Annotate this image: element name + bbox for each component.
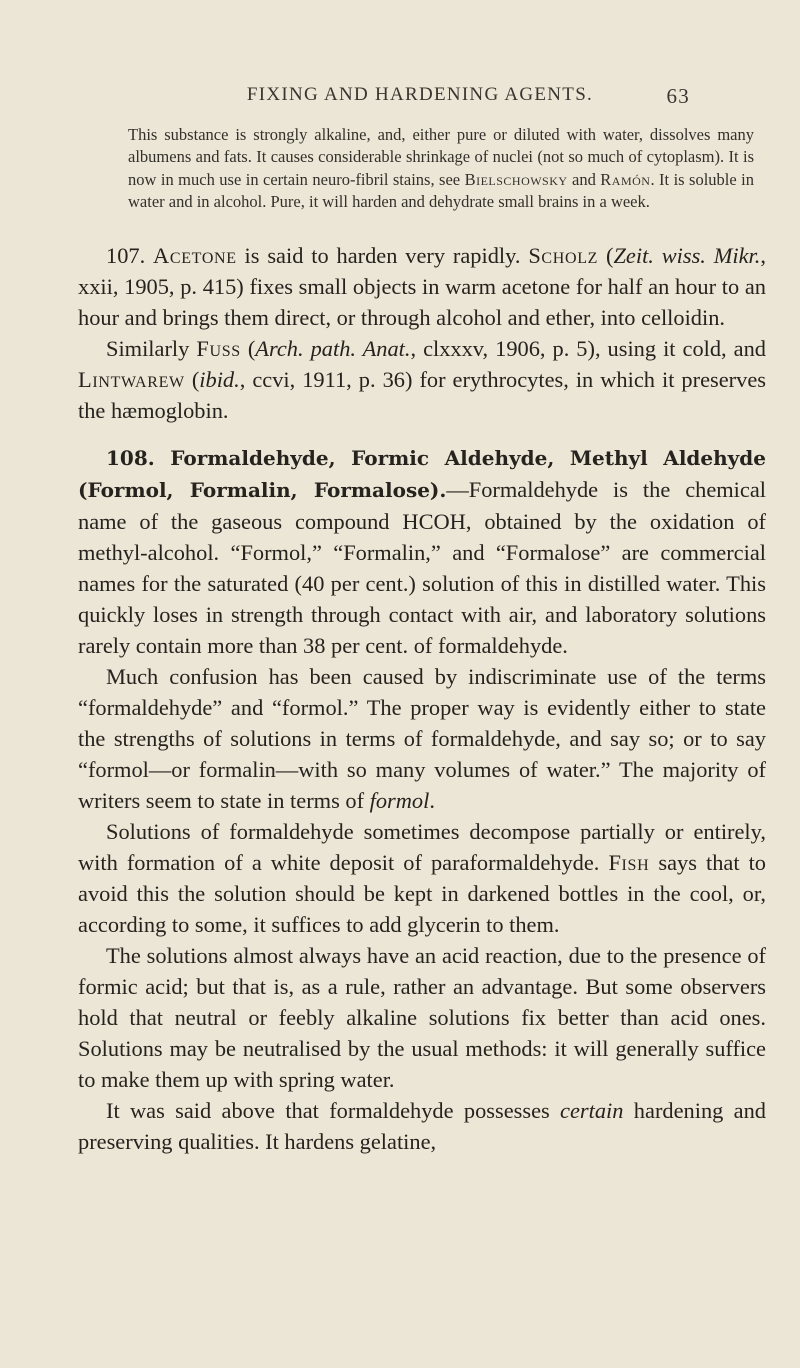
- body-text: (: [598, 243, 614, 268]
- intro-paragraph: [128, 124, 754, 214]
- section-108-paragraph-4: The solutions almost always have an acid reaction, due to the presence of formic acid; but that is, as a rule, rather an advantage. But some observers hold that neutral or feebly alkaline solutions fix better than acid ones. Solutions may be neutralised by the usual methods: it will generally suffice to make them up with spring water.: [78, 943, 766, 1092]
- section-107-paragraph: [78, 240, 766, 333]
- running-title: FIXING AND HARDENING AGENTS.: [246, 84, 594, 105]
- emphasis: formol: [369, 788, 430, 813]
- section-108-paragraph-5: [78, 1095, 766, 1157]
- page-number: 63: [666, 84, 690, 108]
- author-name: Ramón: [600, 169, 651, 189]
- journal-citation: Zeit. wiss. Mikr.: [613, 243, 761, 268]
- author-name: Lintwarew: [78, 367, 185, 392]
- author-name: Scholz: [528, 243, 599, 268]
- main-text: [78, 240, 766, 1157]
- body-text: .: [429, 788, 435, 813]
- intro-text-2: and: [567, 169, 601, 189]
- section-heading: 108. Formaldehyde, Formic Aldehyde, Methyl Aldehyde (Formol, Formalin, Formalose).: [78, 446, 766, 502]
- body-text: —Formaldehyde is the chemical name of the gaseous compound HCOH, obtained by the oxidation of methyl-alcohol. “Formol,” “Formalin,” and “Formalose” are commercial names for the saturated (40 per cent.) solution of this in distilled water. This quickly loses in strength through contact with air, and laboratory solutions rarely contain more than 38 per cent. of formaldehyde.: [78, 477, 767, 658]
- section-108-paragraph: [78, 442, 766, 661]
- author-name: Fish: [608, 850, 650, 875]
- emphasis: certain: [560, 1098, 624, 1123]
- author-name: Fuss: [196, 336, 241, 361]
- journal-citation: ibid.: [199, 367, 240, 392]
- body-text: is said to harden very rapidly.: [236, 243, 529, 268]
- body-text: , xxii, 1905, p. 415) fixes small objects in warm acetone for half an hour to an hour and brings them direct, or through alcohol and ether, into celloidin.: [78, 243, 766, 330]
- section-108-paragraph-3: [78, 816, 766, 940]
- body-text: Much confusion has been caused by indiscriminate use of the terms “formaldehyde” and “formol.” The proper way is evidently either to state the strengths of solutions in terms of formaldehyde, and say so; or to say “formol—or formalin—with so many volumes of water.” The majority of writers seem to state in terms of: [78, 664, 766, 813]
- body-text: (: [240, 336, 256, 361]
- body-text: Similarly: [106, 336, 197, 361]
- intro-text-3: . It is soluble in water and in alcohol. Pure, it will harden and dehydrate small brains in a week.: [128, 169, 754, 212]
- section-107-paragraph-2: [78, 333, 766, 426]
- section-108-paragraph-2: [78, 661, 766, 816]
- body-text: Solutions of formaldehyde sometimes decompose partially or entirely, with formation of a white deposit of paraformaldehyde.: [78, 819, 766, 875]
- body-text: , ccvi, 1911, p. 36) for erythrocytes, in which it preserves the hæmoglobin.: [78, 367, 766, 423]
- intro-paragraph-block: [128, 124, 754, 214]
- body-text: It was said above that formaldehyde possesses: [106, 1098, 561, 1123]
- author-name: Bielschowsky: [464, 169, 568, 189]
- section-heading: Acetone: [153, 243, 237, 268]
- body-text: (: [184, 367, 200, 392]
- body-text: says that to avoid this the solution should be kept in darkened bottles in the cool, or, according to some, it suffices to add glycerin to them.: [78, 850, 766, 937]
- body-text: , clxxxv, 1906, p. 5), using it cold, and: [410, 336, 766, 361]
- section-number: 107.: [106, 243, 146, 268]
- body-text: hardening and preserving qualities. It hardens gelatine,: [78, 1098, 766, 1154]
- journal-citation: Arch. path. Anat.: [255, 336, 411, 361]
- running-head: [150, 84, 690, 110]
- intro-text-1: This substance is strongly alkaline, and, either pure or diluted with water, dissolves many albumens and fats. It causes considerable shrinkage of nuclei (not so much of cytoplasm). It is now in much use in certain neuro-fibril stains, see: [128, 125, 754, 189]
